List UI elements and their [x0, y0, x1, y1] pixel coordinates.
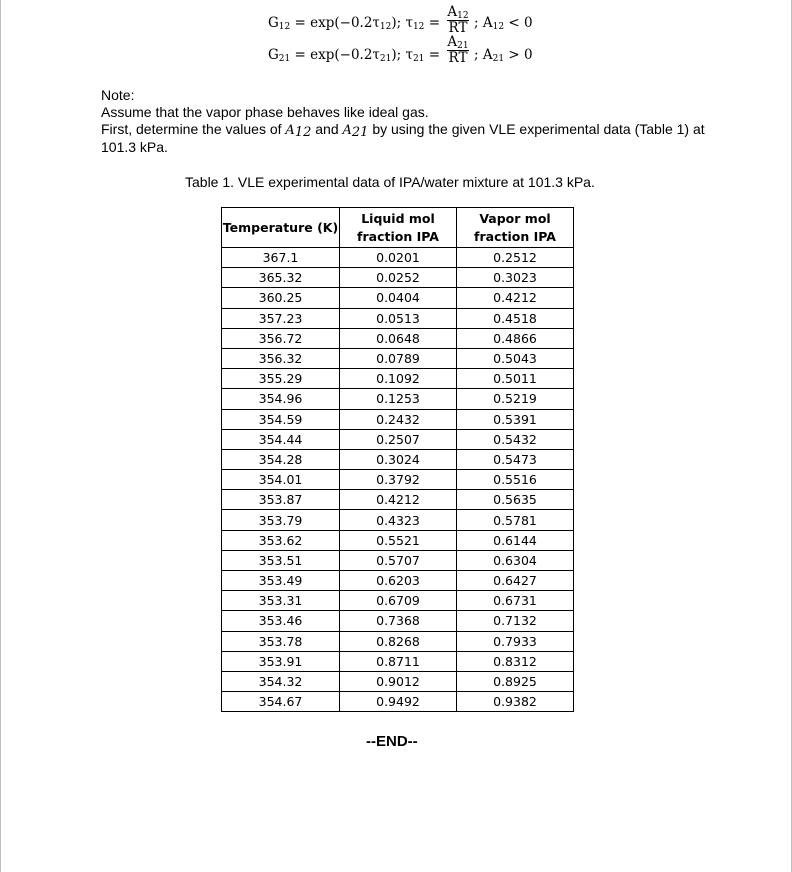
cell-liquid-fraction: 0.0648 [340, 328, 457, 348]
cell-vapor-fraction: 0.7933 [457, 631, 574, 651]
cell-temperature: 354.67 [222, 692, 340, 712]
table-row [222, 268, 574, 288]
cell-vapor-fraction: 0.3023 [457, 268, 574, 288]
cell-liquid-fraction: 0.0789 [340, 348, 457, 368]
cell-liquid-fraction: 0.0513 [340, 308, 457, 328]
cell-vapor-fraction: 0.5432 [457, 429, 574, 449]
table-row [222, 328, 574, 348]
table-row [222, 470, 574, 490]
table-row [222, 591, 574, 611]
cell-temperature: 365.32 [222, 268, 340, 288]
cell-temperature: 353.46 [222, 611, 340, 631]
header-liquid-fraction: Liquid mol fraction IPA [340, 208, 457, 248]
cell-liquid-fraction: 0.8268 [340, 631, 457, 651]
cell-temperature: 356.72 [222, 328, 340, 348]
cell-temperature: 353.91 [222, 651, 340, 671]
cell-liquid-fraction: 0.2432 [340, 409, 457, 429]
cell-liquid-fraction: 0.3792 [340, 470, 457, 490]
table-row [222, 631, 574, 651]
table-row [222, 308, 574, 328]
note-block [101, 87, 741, 156]
cell-temperature: 354.32 [222, 671, 340, 691]
table-row [222, 510, 574, 530]
cell-vapor-fraction: 0.5473 [457, 449, 574, 469]
fraction-a12-rt: $A_{12}$ RT [447, 4, 469, 36]
table-row [222, 692, 574, 712]
cell-temperature: 353.49 [222, 571, 340, 591]
cell-temperature: 367.1 [222, 248, 340, 268]
table-row [222, 288, 574, 308]
cell-vapor-fraction: 0.2512 [457, 248, 574, 268]
cell-temperature: 360.25 [222, 288, 340, 308]
cell-vapor-fraction: 0.5011 [457, 369, 574, 389]
cell-vapor-fraction: 0.8925 [457, 671, 574, 691]
table-row [222, 571, 574, 591]
cell-liquid-fraction: 0.4323 [340, 510, 457, 530]
page-edge-left [0, 0, 1, 872]
cell-vapor-fraction: 0.4212 [457, 288, 574, 308]
cell-liquid-fraction: 0.0252 [340, 268, 457, 288]
table-caption: Table 1. VLE experimental data of IPA/water mixture at 101.3 kPa. [185, 174, 595, 190]
cell-vapor-fraction: 0.5043 [457, 348, 574, 368]
cell-temperature: 354.59 [222, 409, 340, 429]
condition-a12: ; $A_{12} < 0$ [474, 15, 533, 32]
cell-temperature: 356.32 [222, 348, 340, 368]
cell-liquid-fraction: 0.1092 [340, 369, 457, 389]
cell-vapor-fraction: 0.6144 [457, 530, 574, 550]
cell-temperature: 353.62 [222, 530, 340, 550]
table-row [222, 651, 574, 671]
table-row [222, 671, 574, 691]
table-row [222, 389, 574, 409]
cell-liquid-fraction: 0.6203 [340, 571, 457, 591]
cell-liquid-fraction: 0.0201 [340, 248, 457, 268]
cell-temperature: 357.23 [222, 308, 340, 328]
table-row [222, 429, 574, 449]
table-row [222, 248, 574, 268]
cell-vapor-fraction: 0.4518 [457, 308, 574, 328]
table-header-row [222, 208, 574, 248]
note-line-ideal-gas: Assume that the vapor phase behaves like ideal gas. [101, 104, 429, 120]
cell-vapor-fraction: 0.9382 [457, 692, 574, 712]
cell-liquid-fraction: 0.6709 [340, 591, 457, 611]
cell-temperature: 354.44 [222, 429, 340, 449]
fraction-a21-rt: $A_{21}$ RT [447, 34, 469, 66]
cell-temperature: 354.28 [222, 449, 340, 469]
vle-data-table [221, 207, 574, 712]
cell-temperature: 353.79 [222, 510, 340, 530]
cell-liquid-fraction: 0.2507 [340, 429, 457, 449]
cell-vapor-fraction: 0.5516 [457, 470, 574, 490]
cell-temperature: 353.31 [222, 591, 340, 611]
cell-liquid-fraction: 0.8711 [340, 651, 457, 671]
table-row [222, 530, 574, 550]
cell-liquid-fraction: 0.9012 [340, 671, 457, 691]
cell-temperature: 354.01 [222, 470, 340, 490]
cell-vapor-fraction: 0.5781 [457, 510, 574, 530]
cell-liquid-fraction: 0.5521 [340, 530, 457, 550]
cell-liquid-fraction: 0.1253 [340, 389, 457, 409]
cell-liquid-fraction: 0.4212 [340, 490, 457, 510]
cell-liquid-fraction: 0.3024 [340, 449, 457, 469]
cell-vapor-fraction: 0.6731 [457, 591, 574, 611]
note-heading: Note: [101, 87, 135, 103]
cell-temperature: 354.96 [222, 389, 340, 409]
cell-vapor-fraction: 0.5635 [457, 490, 574, 510]
header-vapor-fraction: Vapor mol fraction IPA [457, 208, 574, 248]
cell-liquid-fraction: 0.5707 [340, 550, 457, 570]
cell-vapor-fraction: 0.5391 [457, 409, 574, 429]
cell-vapor-fraction: 0.7132 [457, 611, 574, 631]
condition-a21: ; $A_{21} > 0$ [474, 47, 533, 64]
table-row [222, 348, 574, 368]
cell-temperature: 353.51 [222, 550, 340, 570]
table-row [222, 550, 574, 570]
cell-liquid-fraction: 0.7368 [340, 611, 457, 631]
cell-liquid-fraction: 0.9492 [340, 692, 457, 712]
cell-vapor-fraction: 0.4866 [457, 328, 574, 348]
table-row [222, 490, 574, 510]
table-row [222, 449, 574, 469]
cell-vapor-fraction: 0.6304 [457, 550, 574, 570]
cell-liquid-fraction: 0.0404 [340, 288, 457, 308]
note-line-determine: First, determine the values of $A_{12}$ and $A_{21}$ by using the given VLE experimental data (Table 1) at 101.3 kPa. [101, 121, 705, 155]
cell-temperature: 355.29 [222, 369, 340, 389]
cell-vapor-fraction: 0.5219 [457, 389, 574, 409]
end-marker: --END-- [366, 733, 418, 750]
cell-vapor-fraction: 0.6427 [457, 571, 574, 591]
table-row [222, 369, 574, 389]
table-row [222, 611, 574, 631]
cell-vapor-fraction: 0.8312 [457, 651, 574, 671]
header-temperature: Temperature (K) [222, 208, 340, 248]
table-body [222, 248, 574, 712]
table-row [222, 409, 574, 429]
cell-temperature: 353.78 [222, 631, 340, 651]
cell-temperature: 353.87 [222, 490, 340, 510]
